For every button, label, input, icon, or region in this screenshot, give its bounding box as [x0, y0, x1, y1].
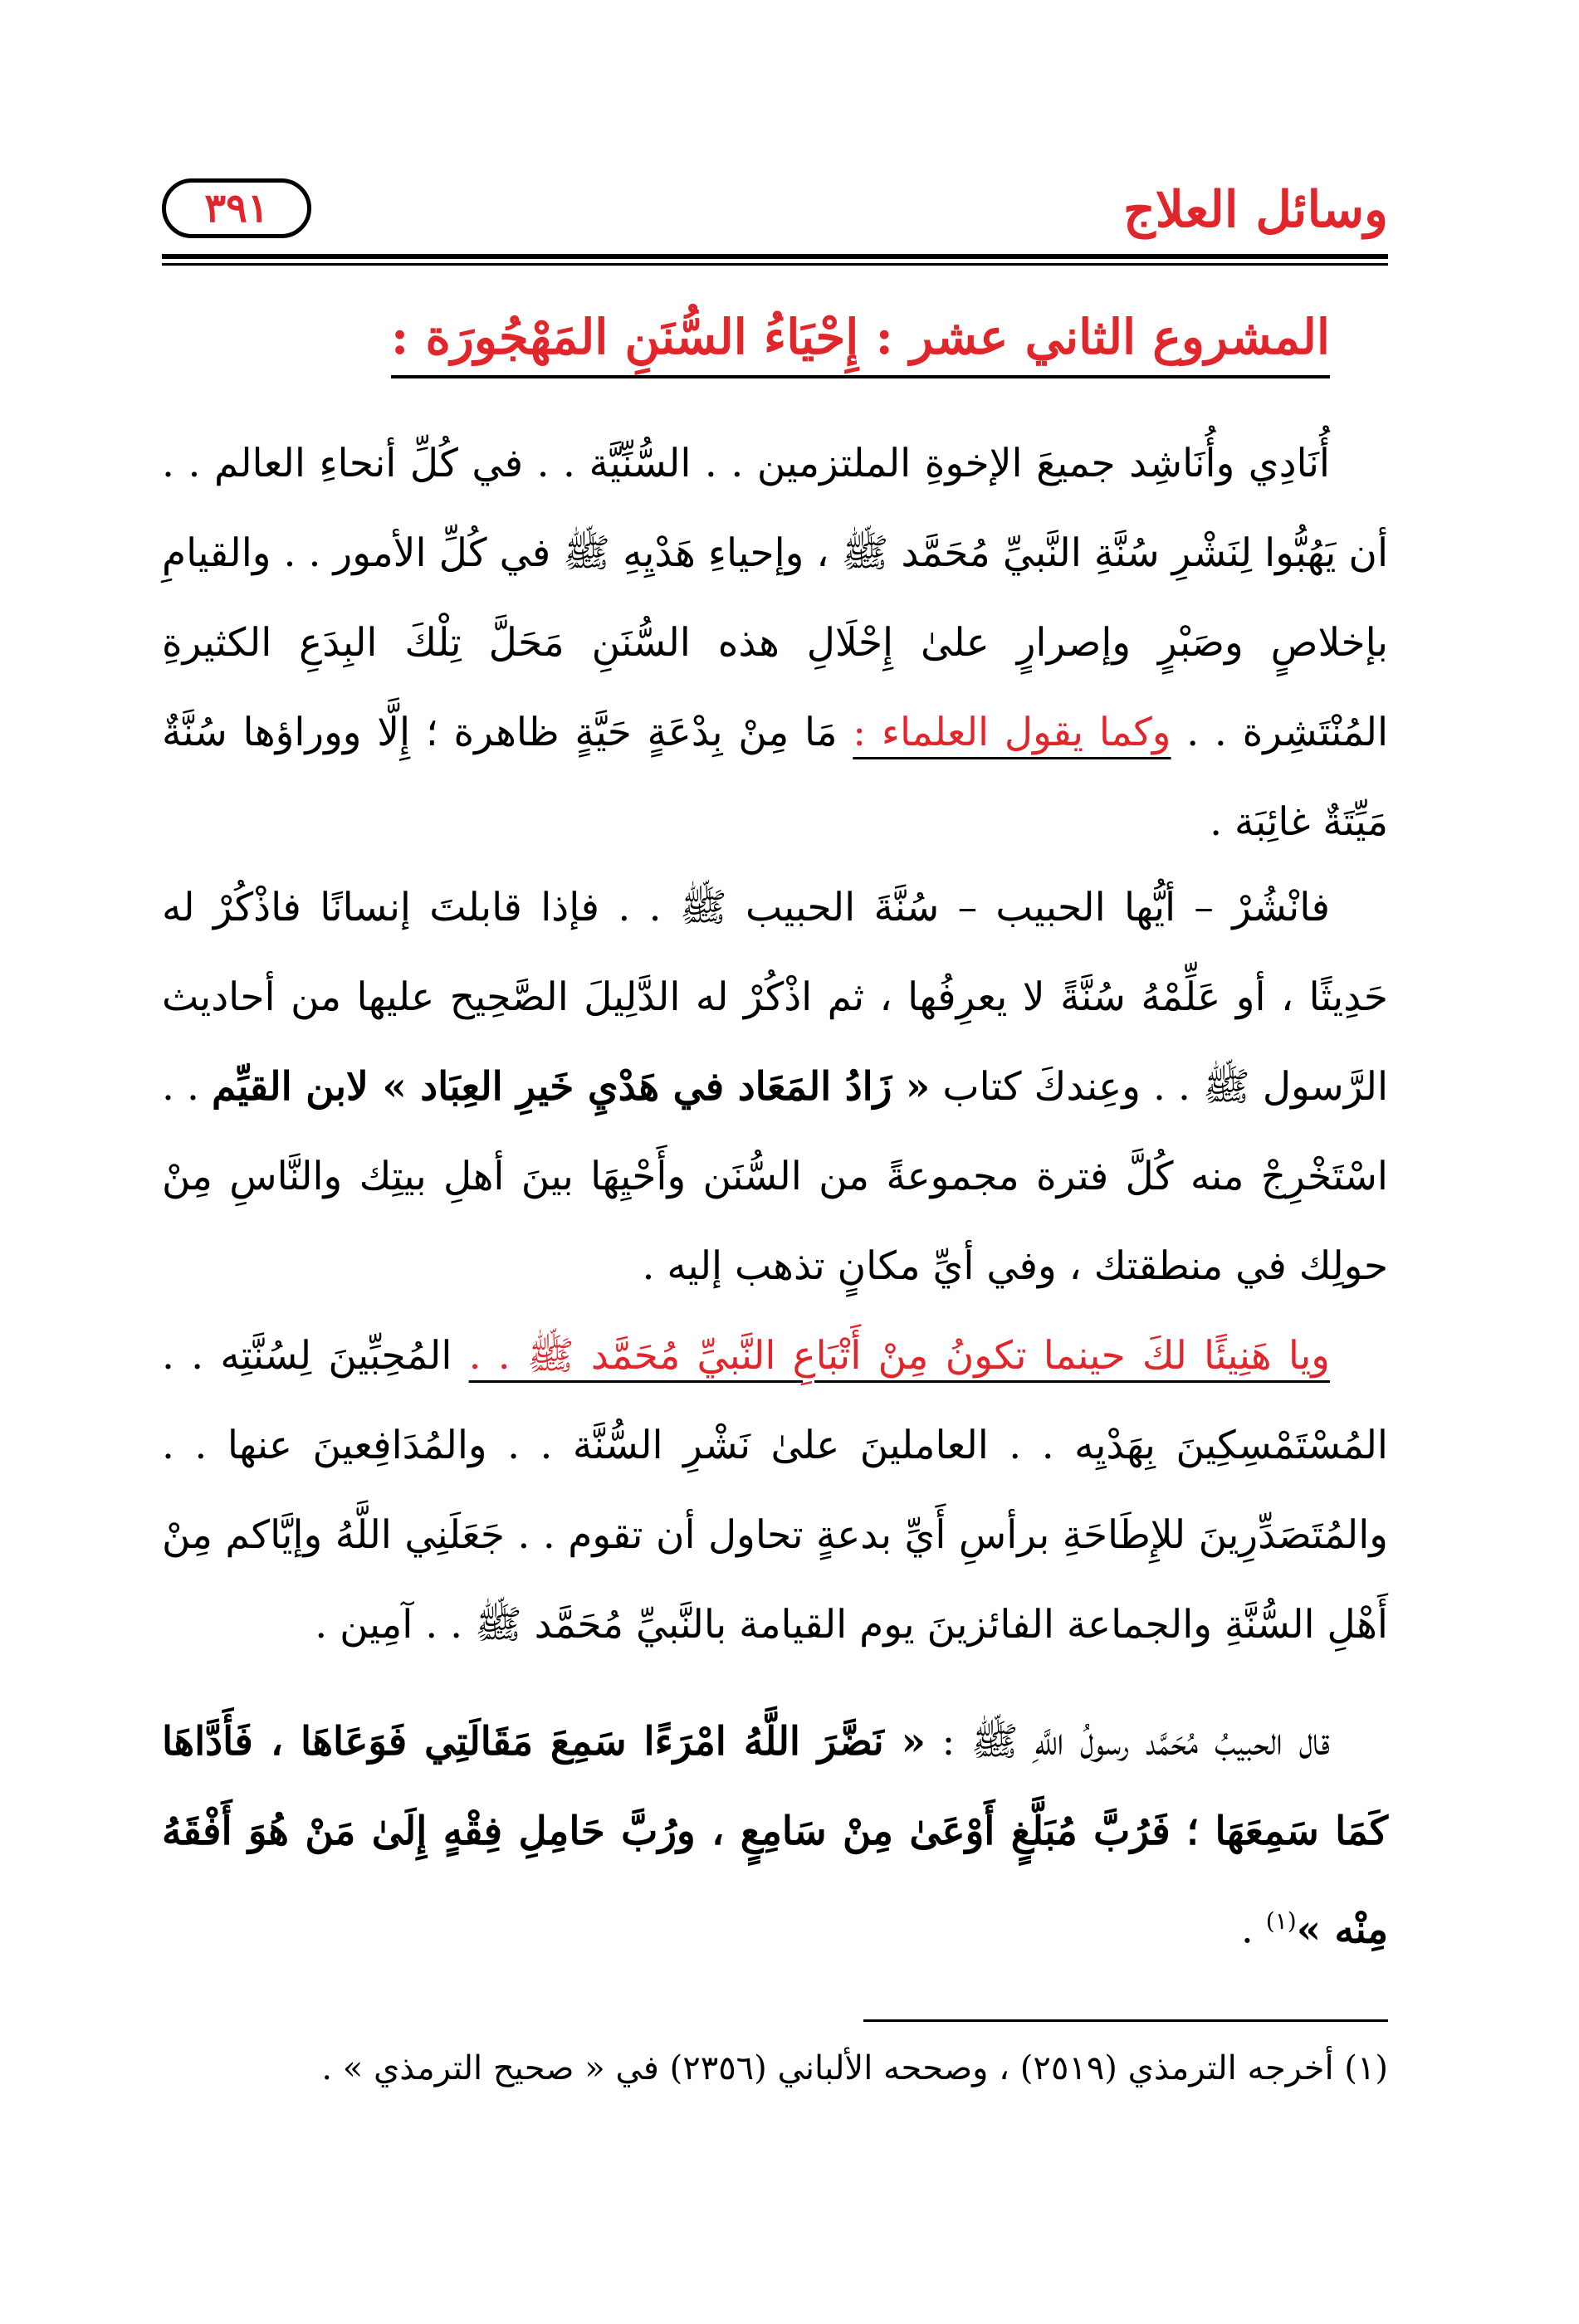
footnote-separator [863, 2019, 1388, 2022]
book-title: « زَادُ المَعَاد في هَدْيِ خَيرِ العِبَاد » لابن القيِّم [212, 1064, 931, 1110]
header-rule-thin [162, 263, 1388, 266]
footnote: (١) أخرجه الترمذي (٢٥١٩) ، وصححه الألباني (٢٣٥٦) في « صحيح الترمذي » . [321, 2049, 1388, 2087]
congratulation-phrase: ويا هَنِيئًا لكَ حينما تكونُ مِنْ أَتْبَاعِ النَّبيِّ مُحَمَّد ﷺ . . [468, 1333, 1331, 1379]
hadith-text: « نَضَّرَ اللَّهُ امْرَءًا سَمِعَ مَقَالَتِي فَوَعَاهَا ، فَأَدَّاهَا كَمَا سَمِعَهَا ؛ فَرُبَّ مُبَلَّغٍ أَوْعَىٰ مِنْ سَامِعٍ ، ورُبَّ حَامِلِ فِقْهٍ إِلَىٰ مَنْ هُوَ أَفْقَهُ مِنْه » [162, 1719, 1388, 1953]
paragraph-4-block [162, 1697, 1388, 1975]
paragraph-2 [162, 863, 1388, 1311]
paragraph-2-text-end: . . اسْتَخْرِجْ منه كُلَّ فترة مجموعةً من السُّنَن وأَحْيِهَا بينَ أهلِ بيتِك والنَّاسِ مِنْ حولِك في منطقتك ، وفي أيِّ مكانٍ تذهب إليه . [162, 1064, 1388, 1289]
page-number-badge [162, 178, 311, 238]
paragraph-2-block [162, 863, 1388, 1311]
scholars-saying-label: وكما يقول العلماء : [853, 710, 1171, 755]
paragraph-1-block [162, 419, 1388, 867]
hadith-intro: قال الحبيبُ مُحَمَّد رسولُ اللَّهِ ﷺ : [926, 1719, 1330, 1765]
paragraph-4-end: . [1240, 1907, 1266, 1953]
paragraph-1-saying: مَا مِنْ بِدْعَةٍ حَيَّةٍ ظاهرة ؛ إِلَّا ووراؤها سُنَّةٌ مَيِّتَةٌ غائِبَة . [162, 710, 1388, 845]
paragraph-3-text: المُحِبِّينَ لِسُنَّتِه . . المُسْتَمْسِكِينَ بِهَدْيِه . . العاملينَ علىٰ نَشْرِ السُّنَّة . . والمُدَافِعينَ عنها . . والمُتَصَدِّرِينَ للإِطَاحَةِ برأسِ أَيِّ بدعةٍ تحاول أن تقوم . . جَعَلَنِي اللَّهُ وإيَّاكم مِنْ أَهْلِ السُّنَّةِ والجماعة الفائزينَ يوم القيامة بالنَّبيِّ مُحَمَّد ﷺ . . آمِين . [162, 1333, 1388, 1648]
page-header [162, 170, 1388, 249]
paragraph-3-block [162, 1311, 1388, 1670]
footnote-reference: (١) [1265, 1907, 1297, 1935]
paragraph-2-text: فانْشُرْ – أيُّها الحبيب – سُنَّةَ الحبيب ﷺ . . فإذا قابلتَ إنسانًا فاذْكُرْ له حَدِيثًا ، أو عَلِّمْهُ سُنَّةً لا يعرِفُها ، ثم اذْكُرْ له الدَّلِيلَ الصَّحِيح عليها من أحاديث الرَّسول ﷺ . . وعِندكَ كتاب [162, 885, 1389, 1110]
paragraph-1-text: أُنَادِي وأُنَاشِد جميعَ الإخوةِ الملتزمين . . السُّنِّيَّة . . في كُلِّ أنحاءِ العالم . . أن يَهُبُّوا لِنَشْرِ سُنَّةِ النَّبيِّ مُحَمَّد ﷺ ، وإحياءِ هَدْيِهِ ﷺ في كُلِّ الأمور . . والقيامِ بإخلاصٍ وصَبْرٍ وإصرارٍ علىٰ إِحْلَالِ هذه السُّنَنِ مَحَلَّ تِلْكَ البِدَعِ الكثيرةِ المُنْتَشِرة . . [162, 441, 1389, 755]
paragraph-4 [162, 1697, 1388, 1975]
section-heading: المشروع الثاني عشر : إِحْيَاءُ السُّنَنِ المَهْجُورَة : [391, 309, 1330, 378]
running-title: وسائل العلاج [1123, 181, 1388, 239]
page-number: ٣٩١ [204, 185, 269, 232]
paragraph-3 [162, 1311, 1388, 1670]
paragraph-1 [162, 419, 1388, 867]
header-rule-thick [162, 254, 1388, 259]
